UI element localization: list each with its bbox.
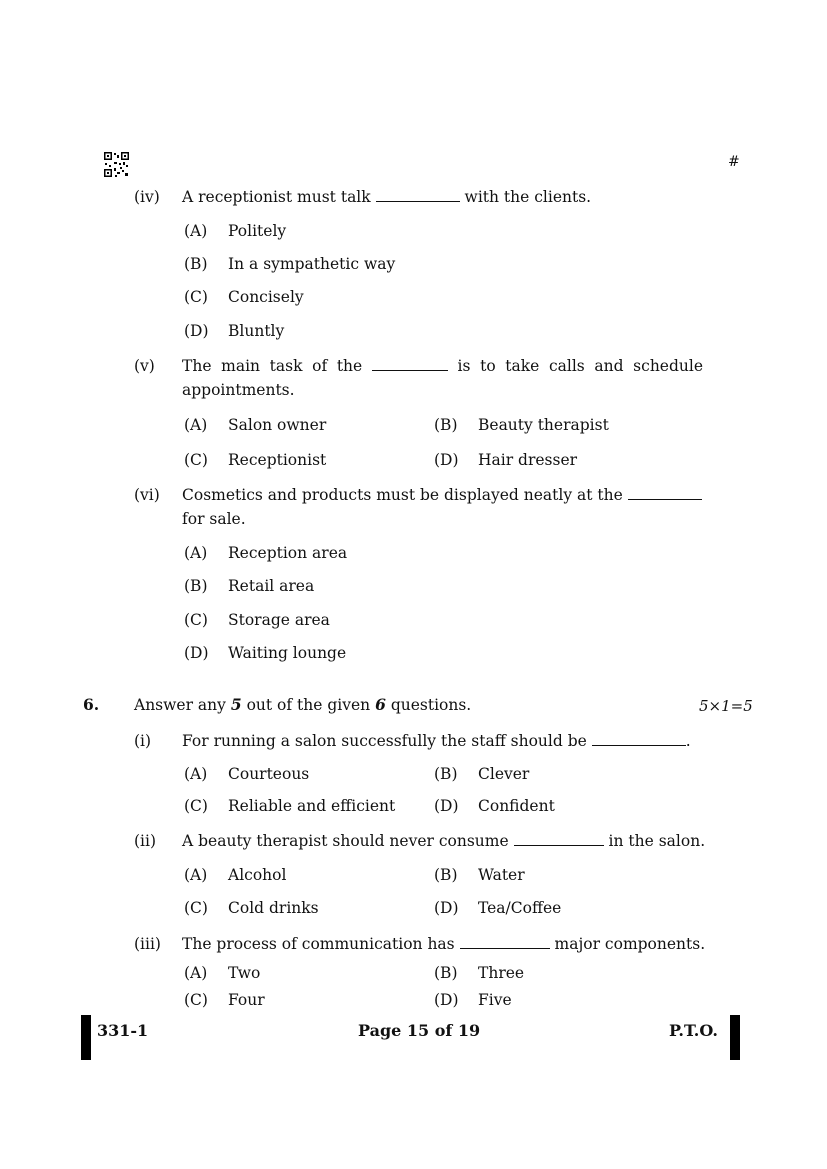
option-text: Retail area xyxy=(228,577,315,595)
question-number: (ii) xyxy=(134,832,157,850)
question-6-number: 6. xyxy=(83,695,100,714)
question-number: (iii) xyxy=(134,935,161,953)
footer-right-bar xyxy=(730,1015,740,1060)
option-text: In a sympathetic way xyxy=(228,255,396,273)
answer-blank xyxy=(372,356,448,371)
page-marker: # xyxy=(728,154,740,170)
option-label: (C) xyxy=(184,611,208,629)
option-text: Reliable and efficient xyxy=(228,797,396,815)
option-text: Beauty therapist xyxy=(478,416,609,434)
option-label: (D) xyxy=(434,991,459,1009)
option-label: (D) xyxy=(434,451,459,469)
option-text: Hair dresser xyxy=(478,451,578,469)
option-label: (B) xyxy=(184,255,208,273)
option-text: Salon owner xyxy=(228,416,327,434)
question-text: A receptionist must talk with the clients. xyxy=(182,188,592,206)
footer-left-bar xyxy=(81,1015,91,1060)
option-text: Politely xyxy=(228,222,287,240)
option-label: (B) xyxy=(434,765,458,783)
option-text: Courteous xyxy=(228,765,310,783)
qr-code-icon xyxy=(104,152,129,177)
answer-blank xyxy=(628,485,702,500)
option-text: Receptionist xyxy=(228,451,327,469)
pto-label: P.T.O. xyxy=(669,1021,718,1040)
option-text: Alcohol xyxy=(228,866,287,884)
option-label: (A) xyxy=(184,964,208,982)
answer-blank xyxy=(592,731,686,746)
option-text: Four xyxy=(228,991,265,1009)
option-text: Clever xyxy=(478,765,530,783)
option-text: Waiting lounge xyxy=(228,644,347,662)
option-label: (A) xyxy=(184,765,208,783)
answer-blank xyxy=(514,831,604,846)
option-text: Reception area xyxy=(228,544,348,562)
question-number: (vi) xyxy=(134,486,160,504)
option-text: Storage area xyxy=(228,611,330,629)
option-label: (A) xyxy=(184,222,208,240)
option-text: Concisely xyxy=(228,288,304,306)
question-text-line2: appointments. xyxy=(182,381,295,399)
answer-blank xyxy=(460,934,550,949)
option-label: (A) xyxy=(184,544,208,562)
option-label: (C) xyxy=(184,288,208,306)
option-text: Two xyxy=(228,964,261,982)
option-label: (C) xyxy=(184,899,208,917)
option-label: (D) xyxy=(434,797,459,815)
option-text: Bluntly xyxy=(228,322,285,340)
option-label: (C) xyxy=(184,451,208,469)
marks-allocation: 5×1=5 xyxy=(699,697,753,715)
question-text: The main task of the is to take calls and schedule xyxy=(182,357,704,375)
option-label: (A) xyxy=(184,866,208,884)
option-label: (B) xyxy=(434,866,458,884)
option-text: Five xyxy=(478,991,512,1009)
option-label: (B) xyxy=(184,577,208,595)
option-label: (D) xyxy=(184,322,209,340)
question-text: A beauty therapist should never consume in the salon. xyxy=(182,832,706,850)
option-text: Three xyxy=(478,964,525,982)
option-label: (C) xyxy=(184,991,208,1009)
question-text: Cosmetics and products must be displayed neatly at the xyxy=(182,485,702,505)
answer-blank xyxy=(376,187,460,202)
option-text: Confident xyxy=(478,797,555,815)
paper-code: 331-1 xyxy=(97,1021,149,1040)
option-label: (D) xyxy=(184,644,209,662)
question-number: (v) xyxy=(134,357,155,375)
question-number: (i) xyxy=(134,732,152,750)
question-number: (iv) xyxy=(134,188,160,206)
option-label: (B) xyxy=(434,964,458,982)
page-number: Page 15 of 19 xyxy=(358,1021,481,1040)
question-text-line2: for sale. xyxy=(182,510,246,528)
option-label: (A) xyxy=(184,416,208,434)
question-text: The process of communication has major components. xyxy=(182,935,706,953)
question-text: For running a salon successfully the staff should be . xyxy=(182,732,691,750)
option-text: Tea/Coffee xyxy=(478,899,562,917)
option-text: Cold drinks xyxy=(228,899,319,917)
question-6-instruction: Answer any 5 out of the given 6 questions. xyxy=(134,695,472,714)
option-text: Water xyxy=(478,866,525,884)
option-label: (B) xyxy=(434,416,458,434)
option-label: (D) xyxy=(434,899,459,917)
option-label: (C) xyxy=(184,797,208,815)
